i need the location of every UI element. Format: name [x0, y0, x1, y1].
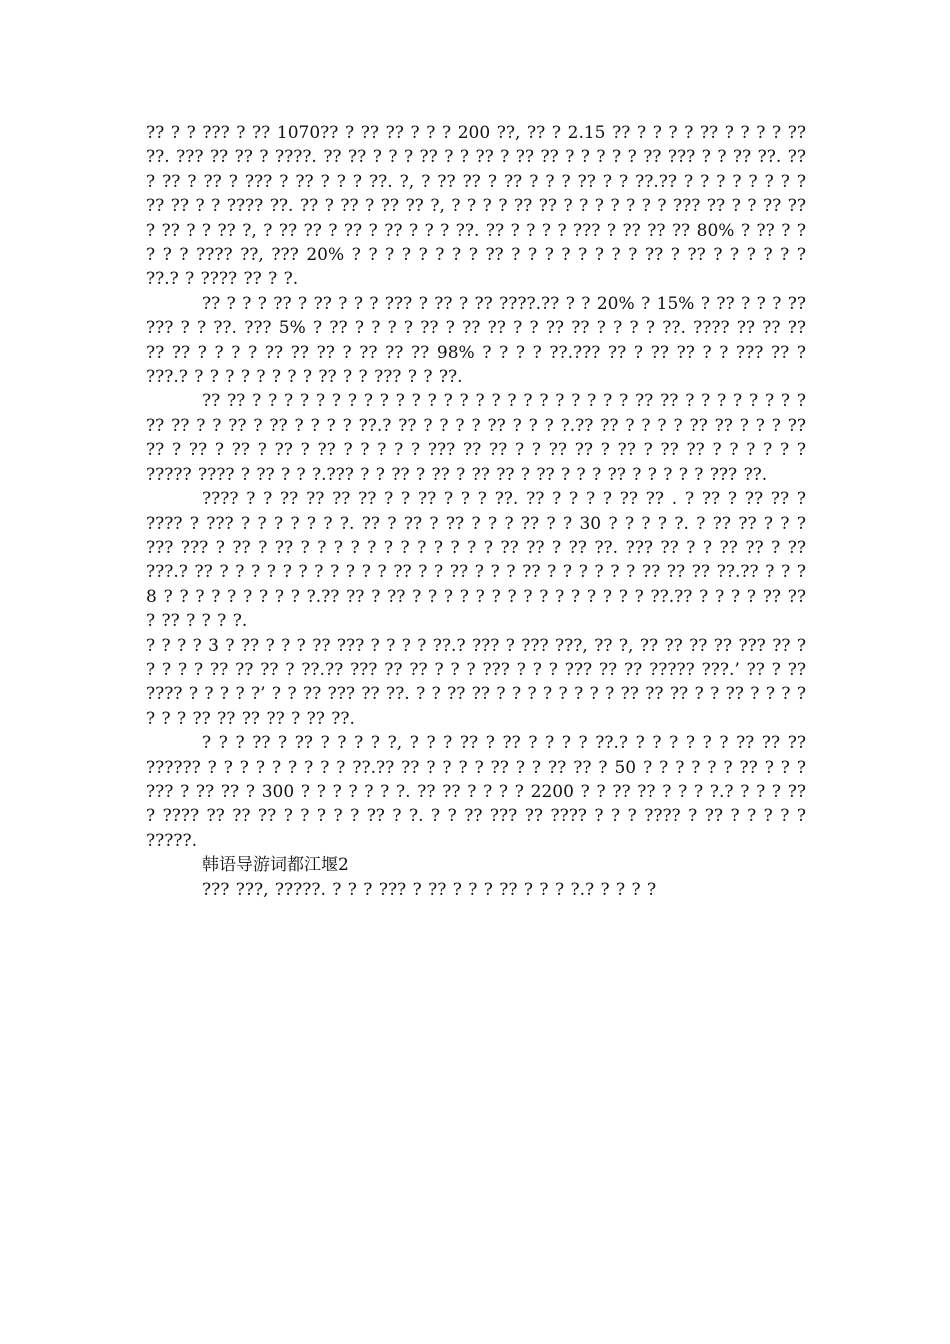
paragraph-1: ?? ? ? ??? ? ?? 1070?? ? ?? ?? ? ? ? 200 ??, ?? ? 2.15 ?? ? ? ? ? ?? ? ? ? ? ?? ??. ??? ?? ?? ? ????. ?? ?? ? ? ? ?? ? ? ?? ? ?? ?? ? ? ? ? ? ?? ??? ? ? ?? ??. ?? ? ?? ? ?? ? ??? ? ?? ? ? ? ??. ?, ? ?? ?? ? ?? ? ? ? ?? ? ? ??.?? ? ? ? ? ? ? ? ? ?? ?? ? ? ???? ??. ?? ? ?? ? ?? ?? ?, ? ? ? ? ?? ?? ? ? ? ? ? ? ? ??? ?? ? ? ?? ?? ? ?? ? ? ?? ?, ? ?? ?? ? ?? ? ?? ? ? ? ??. ?? ? ? ? ? ??? ? ?? ?? ?? 80% ? ?? ? ? ? ? ? ???? ??, ??? 20% ? ? ? ? ? ? ? ? ?? ? ? ? ? ? ? ? ? ?? ? ?? ? ? ? ? ? ? ??.? ? ???? ?? ? ?. [146, 123, 806, 290]
paragraph-6: ? ? ? ?? ? ?? ? ? ? ? ?, ? ? ? ?? ? ?? ? ? ? ? ??.? ? ? ? ? ? ? ?? ?? ?? ?????? ? ? ? ? ? ? ? ? ? ??.?? ?? ? ? ? ? ?? ? ? ?? ?? ? 50 ? ? ? ? ? ? ?? ? ? ? ??? ? ?? ?? ? 300 ? ? ? ? ? ? ?. ?? ?? ? ? ? ? 2200 ? ? ?? ?? ? ? ? ?.? ? ? ? ?? ? ???? ?? ?? ?? ? ? ? ? ? ?? ? ?. ? ? ?? ??? ?? ???? ? ? ? ???? ? ?? ? ? ? ? ? ?????. [146, 733, 806, 851]
paragraph-2: ?? ? ? ? ?? ? ?? ? ? ? ??? ? ?? ? ?? ????.?? ? ? 20% ? 15% ? ?? ? ? ? ?? ??? ? ? ??. ??? 5% ? ?? ? ? ? ? ?? ? ?? ?? ? ? ?? ?? ? ? ? ? ??. ???? ?? ?? ?? ?? ?? ? ? ? ? ?? ?? ?? ? ?? ?? ?? 98% ? ? ? ? ??.??? ?? ? ?? ?? ? ? ??? ?? ? ???.? ? ? ? ? ? ? ? ? ?? ? ? ??? ? ? ??. [146, 293, 806, 388]
paragraph-4: ???? ? ? ?? ?? ?? ?? ? ? ?? ? ? ? ??. ?? ? ? ? ? ?? ?? . ? ?? ? ?? ?? ? ???? ? ??? ? ? ? ? ? ? ?. ?? ? ?? ? ?? ? ? ? ?? ? ? 30 ? ? ? ? ?. ? ?? ?? ? ? ? ??? ??? ? ?? ? ?? ? ? ? ? ? ? ? ? ? ? ? ? ?? ?? ? ?? ??. ??? ?? ? ? ?? ?? ? ?? ???.? ?? ? ? ? ? ? ? ? ? ? ? ? ?? ? ? ?? ? ? ? ?? ? ? ? ? ? ? ?? ?? ?? ??.?? ? ? ?8 ? ? ? ? ? ? ? ? ? ?.?? ?? ? ?? ? ? ? ? ? ? ? ? ? ? ? ? ? ? ? ??.?? ? ? ? ? ?? ?? ? ?? ? ? ? ?. [146, 489, 806, 632]
paragraph-7: ??? ???, ?????. ? ? ? ??? ? ?? ? ? ? ?? ? ? ? ?.? ? ? ? ? [202, 879, 657, 900]
document-body [146, 121, 806, 902]
section-heading: 韩语导游词都江堰2 [202, 855, 349, 876]
paragraph-5: ? ? ? ? 3 ? ?? ? ? ? ?? ??? ? ? ? ? ??.? ??? ? ??? ???, ?? ?, ?? ?? ?? ?? ??? ?? ? ? ? ? ? ?? ?? ?? ? ??.?? ??? ?? ?? ? ? ? ??? ? ? ? ??? ?? ?? ????? ???.’ ?? ? ?? ???? ? ? ? ? ?’ ? ? ?? ??? ?? ??. ? ? ?? ?? ? ? ? ? ? ? ? ? ?? ?? ?? ? ? ?? ? ? ? ? ? ? ? ?? ?? ?? ?? ? ?? ??. [146, 635, 806, 729]
paragraph-3: ?? ?? ? ? ? ? ? ? ? ? ? ? ? ? ? ? ? ? ? ? ? ? ? ? ? ? ?? ?? ? ? ? ? ? ? ? ? ?? ?? ? ? ?? ? ?? ? ? ? ? ??.? ?? ? ? ? ? ?? ? ? ? ?.?? ?? ? ? ? ? ?? ?? ? ? ? ?? ?? ? ?? ? ?? ? ?? ? ?? ? ? ? ? ? ??? ?? ?? ? ? ?? ?? ? ?? ? ?? ?? ? ? ? ? ? ? ????? ???? ? ?? ? ? ?.??? ? ? ?? ? ?? ? ?? ?? ? ?? ? ? ? ?? ? ? ? ? ? ??? ??. [146, 391, 806, 485]
